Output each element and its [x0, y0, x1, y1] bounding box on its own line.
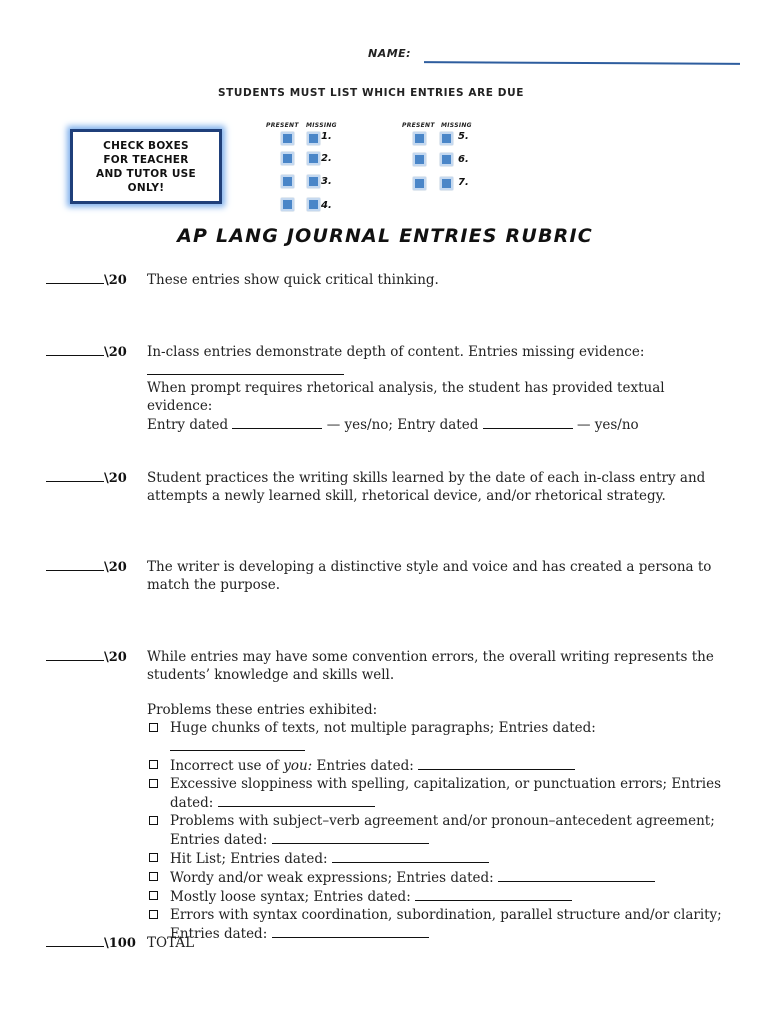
score-blank[interactable] — [46, 559, 104, 571]
problems-heading: Problems these entries exhibited: — [147, 702, 378, 718]
score-blank[interactable] — [46, 470, 104, 482]
criterion-text-4: The writer is developing a distinctive style and voice and has created a persona to match the purpose. — [147, 559, 712, 593]
problem-checkbox[interactable] — [149, 760, 158, 769]
rubric-title: AP LANG JOURNAL ENTRIES RUBRIC — [177, 225, 593, 247]
score-row-3 — [46, 470, 127, 486]
criterion-text-1: These entries show quick critical thinking. — [147, 272, 439, 288]
present-checkbox-2[interactable] — [281, 152, 294, 165]
entry-dated-label: Entry dated — [147, 417, 229, 433]
total-row — [46, 935, 136, 951]
present-column-label-right: PRESENT — [402, 122, 435, 129]
missing-checkbox-3[interactable] — [307, 175, 320, 188]
entries-dated-blank[interactable] — [272, 830, 429, 844]
problem-checkbox[interactable] — [149, 816, 158, 825]
criterion-text-2-main: In-class entries demonstrate depth of content. Entries missing evidence: — [147, 344, 645, 360]
you-word: you: — [283, 758, 313, 774]
missing-column-label-left: MISSING — [306, 122, 337, 129]
teacher-use-text: CHECK BOXES FOR TEACHER AND TUTOR USE ONLY! — [96, 139, 196, 194]
problem-checkbox[interactable] — [149, 872, 158, 881]
problem-item: Incorrect use of you: Entries dated: — [147, 756, 732, 775]
problem-checkbox[interactable] — [149, 779, 158, 788]
problem-item: Excessive sloppiness with spelling, capitalization, or punctuation errors; Entries dated: — [147, 775, 732, 812]
missing-column-label-right: MISSING — [441, 122, 472, 129]
problems-list — [147, 701, 732, 943]
entry-number-5: 5. — [458, 131, 469, 142]
problem-checkbox[interactable] — [149, 910, 158, 919]
problem-item: Problems with subject–verb agreement and/or pronoun–antecedent agreement; Entries dated: — [147, 812, 732, 849]
score-row-5 — [46, 649, 127, 665]
entries-dated-blank[interactable] — [498, 868, 655, 882]
entries-dated-blank[interactable] — [415, 887, 572, 901]
score-row-2 — [46, 344, 127, 360]
problem-item: Huge chunks of texts, not multiple paragraphs; Entries dated: — [147, 719, 732, 756]
problem-item: Wordy and/or weak expressions; Entries dated: — [147, 868, 732, 887]
entry-number-6: 6. — [458, 154, 469, 165]
entry-number-1: 1. — [321, 131, 332, 142]
missing-checkbox-7[interactable] — [440, 177, 453, 190]
total-label: TOTAL — [147, 935, 195, 951]
name-label: NAME: — [368, 47, 412, 60]
entry-dated-label-2: Entry dated — [397, 417, 479, 433]
total-score-blank[interactable] — [46, 935, 104, 947]
entries-dated-blank[interactable] — [418, 756, 575, 770]
present-checkbox-3[interactable] — [281, 175, 294, 188]
missing-evidence-blank[interactable] — [147, 361, 344, 375]
problem-item: Hit List; Entries dated: — [147, 849, 732, 868]
score-blank[interactable] — [46, 272, 104, 284]
present-column-label-left: PRESENT — [266, 122, 299, 129]
missing-checkbox-4[interactable] — [307, 198, 320, 211]
entry-number-2: 2. — [321, 153, 332, 164]
entry-number-3: 3. — [321, 176, 332, 187]
due-entries-instruction: STUDENTS MUST LIST WHICH ENTRIES ARE DUE — [218, 87, 525, 99]
problem-checkbox[interactable] — [149, 891, 158, 900]
criterion-text-2 — [147, 343, 732, 434]
criterion-text-3: Student practices the writing skills learned by the date of each in-class entry and attempts a newly learned skill, rhetorical device, and/or rhetorical strategy. — [147, 470, 706, 504]
points-label: \20 — [104, 273, 127, 288]
present-checkbox-5[interactable] — [413, 132, 426, 145]
entries-dated-blank[interactable] — [218, 793, 375, 807]
entries-dated-blank[interactable] — [170, 737, 305, 751]
missing-checkbox-6[interactable] — [440, 153, 453, 166]
score-blank[interactable] — [46, 649, 104, 661]
score-row-4 — [46, 559, 127, 575]
missing-checkbox-1[interactable] — [307, 132, 320, 145]
missing-checkbox-2[interactable] — [307, 152, 320, 165]
score-row-1 — [46, 272, 127, 288]
present-checkbox-7[interactable] — [413, 177, 426, 190]
total-points-label: \100 — [104, 936, 136, 951]
entry-number-4: 4. — [321, 200, 332, 211]
entry-number-7: 7. — [458, 177, 469, 188]
criterion-text-5: While entries may have some convention errors, the overall writing represents the students’ knowledge and skills well. — [147, 649, 714, 683]
missing-checkbox-5[interactable] — [440, 132, 453, 145]
problem-checkbox[interactable] — [149, 853, 158, 862]
yes-no-label-2: — yes/no — [576, 417, 639, 433]
entry-date-blank-1[interactable] — [232, 415, 322, 429]
yes-no-label-1: — yes/no; — [326, 417, 393, 433]
name-field-line[interactable] — [424, 61, 740, 65]
score-blank[interactable] — [46, 344, 104, 356]
problem-item: Mostly loose syntax; Entries dated: — [147, 887, 732, 906]
entry-date-blank-2[interactable] — [483, 415, 573, 429]
problem-checkbox[interactable] — [149, 723, 158, 732]
points-label: \20 — [104, 650, 127, 665]
points-label: \20 — [104, 471, 127, 486]
rhetorical-evidence-text: When prompt requires rhetorical analysis, the student has provided textual evidence: — [147, 380, 665, 414]
entries-dated-blank[interactable] — [332, 849, 489, 863]
present-checkbox-6[interactable] — [413, 153, 426, 166]
present-checkbox-1[interactable] — [281, 132, 294, 145]
present-checkbox-4[interactable] — [281, 198, 294, 211]
teacher-use-box — [70, 129, 222, 204]
points-label: \20 — [104, 345, 127, 360]
points-label: \20 — [104, 560, 127, 575]
problem-item: Errors with syntax coordination, subordination, parallel structure and/or clarity; Entries dated: — [147, 906, 732, 943]
